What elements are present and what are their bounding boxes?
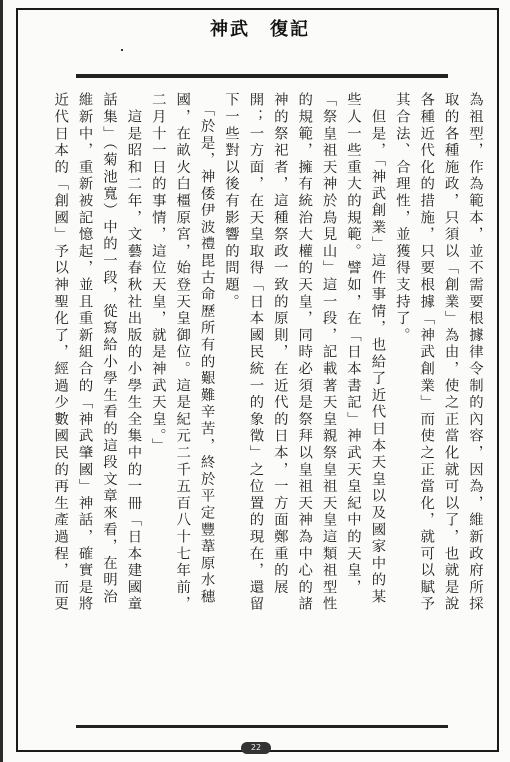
page-title: 神武 復記 [210,19,310,40]
text-column-2: 取的各種施政，只須以「創業」為由，使之正當化就可以了，也就是說 [442,92,459,613]
text-column-17: 維新中，重新被記憶起，並且重新組合的「神武肇國」神話，確實是將 [76,92,93,613]
header-rule [76,74,448,78]
text-column-16: 話集」（菊池寬）中的一段，從寫給小學生看的這段文章來看，在明治 [101,92,117,606]
text-column-15: 這是昭和二年，文藝春秋社出版的小學生全集中的一冊「日本建國童 [125,92,142,613]
text-column-5: 但是，「神武創業」這件事情，也給了近代日本天皇以及國家中的某 [369,92,386,606]
page-edge-shadow [0,0,3,762]
text-column-14: 二月十一日的事情，這位天皇，就是神武天皇。」 [149,92,166,455]
text-column-9: 神的祭祀者，這種祭政一致的原則，在近代的日本，一方面鄭重的展 [271,92,288,596]
text-column-8: 的規範，擁有統治大權的天皇，同時必須是祭拜以皇祖天神為中心的諸 [296,92,313,613]
text-column-1: 為祖型，作為範本，並不需要根據律令制的內容，因為，維新政府所採 [467,92,483,613]
stray-mark [121,49,123,51]
text-column-13: 國，在畝火白橿原宮，始登天皇御位。這是紀元二千五百八十七年前， [174,92,191,613]
text-column-6: 些人一些重大的規範。譬如，在「日本書記」神武天皇紀中的天皇， [345,92,361,596]
text-column-7: 「祭皇祖天神於鳥見山」這一段，記載著天皇親祭皇祖天皇這類祖型性 [320,92,337,613]
text-column-3: 各種近代化的措施，只要根據「神武創業」而使之正當化，就可以賦予 [418,92,435,613]
text-column-4: 其合法、合理性，並獲得支持了。 [393,92,410,344]
page-number: 22 [241,742,271,754]
text-column-10: 開；一方面，在天皇取得「日本國民統一的象徵」之位置的現在，還留 [247,92,264,613]
vertical-text-block [40,92,486,716]
text-column-12: 「於是，神倭伊波禮毘古命歷所有的艱難辛苦，終於平定豐葦原水穗 [198,92,215,606]
text-column-18: 近代日本的「創國」予以神聖化了，經過少數國民的再生產過程，而更 [52,92,69,613]
text-column-11: 下一些對以後有影響的問題。 [223,92,239,311]
footer-rule [76,725,448,728]
